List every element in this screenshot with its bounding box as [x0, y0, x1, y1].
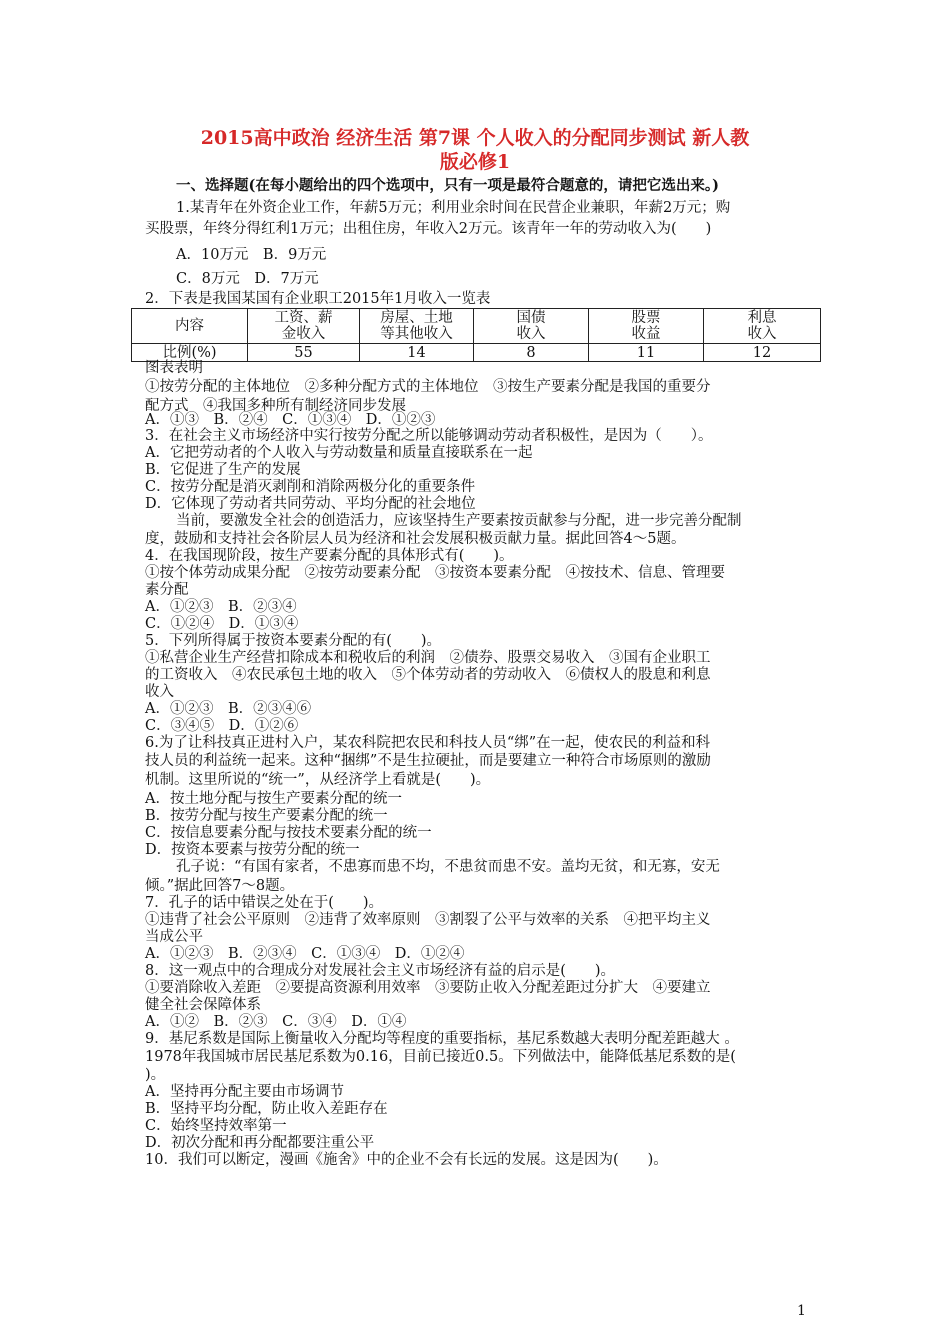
header-cell: 内容 [132, 309, 248, 344]
q2-line: ①按劳分配的主体地位 ②多种分配方式的主体地位 ③按生产要素分配是我国的重要分 [145, 379, 711, 395]
income-table-data-row [132, 344, 821, 362]
header-cell: 利息 收入 [704, 309, 821, 344]
q3-line: A．它把劳动者的个人收入与劳动数量和质量直接联系在一起 [145, 445, 533, 461]
q3-line: D．它体现了劳动者共同劳动、平均分配的社会地位 [145, 496, 476, 512]
q4-line: 素分配 [145, 582, 189, 598]
q7-line: 当成公平 [145, 929, 203, 945]
q8-line: 健全社会保障体系 [145, 997, 261, 1013]
q6-line: D．按资本要素与按劳分配的统一 [145, 842, 360, 858]
page-number: 1 [797, 1303, 806, 1319]
section-heading: 一、选择题(在每小题给出的四个选项中，只有一项是最符合题意的，请把它选出来。) [176, 177, 719, 194]
passage-2-line: 孔子说：“有国有家者，不患寡而患不均，不患贫而患不安。盖均无贫，和无寡，安无 [176, 859, 720, 875]
q5-line: 5．下列所得属于按资本要素分配的有( )。 [145, 633, 442, 649]
q5-line: A．①②③ B．②③④⑥ [145, 701, 312, 717]
q7-line: 7．孔子的话中错误之处在于( )。 [145, 895, 384, 911]
q1-stem-line-1: 1.某青年在外资企业工作，年薪5万元；利用业余时间在民营企业兼职，年薪2万元；购 [176, 200, 731, 216]
header-cell: 股票 收益 [589, 309, 704, 344]
q3-line: C．按劳分配是消灭剥削和消除两极分化的重要条件 [145, 479, 476, 495]
q3-line: B．它促进了生产的发展 [145, 462, 301, 478]
table-cell: 12 [704, 344, 821, 362]
q8-line: ①要消除收入差距 ②要提高资源利用效率 ③要防止收入分配差距过分扩大 ④要建立 [145, 980, 711, 996]
q5-line: 收入 [145, 684, 174, 700]
q4-line: C．①②④ D．①③④ [145, 616, 299, 632]
q9-line: )。 [145, 1067, 166, 1083]
q1-options-ab: A．10万元 B．9万元 [176, 247, 327, 263]
q9-line: A．坚持再分配主要由市场调节 [145, 1084, 344, 1100]
q6-line: 机制。这里所说的“统一”，从经济学上看就是( )。 [145, 772, 491, 788]
q9-line: D．初次分配和再分配都要注重公平 [145, 1135, 375, 1151]
document-title-line-1: 2015高中政治 经济生活 第7课 个人收入的分配同步测试 新人教 [200, 127, 750, 149]
q7-line: ①违背了社会公平原则 ②违背了效率原则 ③割裂了公平与效率的关系 ④把平均主义 [145, 912, 711, 928]
table-cell: 8 [474, 344, 589, 362]
q2-options: A．①③ B．②④ C．①③④ D．①②③ [145, 412, 436, 428]
q7-line: A．①②③ B．②③④ C．①③④ D．①②④ [145, 946, 465, 962]
header-cell: 国债 收入 [474, 309, 589, 344]
q4-line: A．①②③ B．②③④ [145, 599, 297, 615]
q9-line: 9．基尼系数是国际上衡量收入分配均等程度的重要指标，基尼系数越大表明分配差距越大 。 [145, 1031, 739, 1047]
q6-line: 技人员的利益统一起来。这种“捆绑”不是生拉硬扯，而是要建立一种符合市场原则的激励 [145, 753, 711, 769]
q9-line: 1978年我国城市居民基尼系数为0.16，目前已接近0.5。下列做法中，能降低基尼系数的是( [145, 1049, 736, 1065]
q1-stem-line-2: 买股票，年终分得红利1万元；出租住房，年收入2万元。该青年一年的劳动收入为( ) [145, 221, 712, 237]
table-cell: 55 [248, 344, 360, 362]
header-cell: 工资、薪 金收入 [248, 309, 360, 344]
q4-line: ①按个体劳动成果分配 ②按劳动要素分配 ③按资本要素分配 ④按技术、信息、管理要 [145, 565, 725, 581]
q10-line: 10．我们可以断定，漫画《施舍》中的企业不会有长远的发展。这是因为( )。 [145, 1152, 668, 1168]
q2-line: 图表表明 [145, 360, 203, 376]
table-cell: 14 [360, 344, 474, 362]
q3-line: 3．在社会主义市场经济中实行按劳分配之所以能够调动劳动者积极性，是因为（ ）。 [145, 428, 713, 444]
q6-line: 6.为了让科技真正进村入户，某农科院把农民和科技人员“绑”在一起，使农民的利益和科 [145, 735, 711, 751]
table-cell: 比例(%) [132, 344, 248, 362]
q1-options-cd: C．8万元 D．7万元 [176, 271, 319, 287]
passage-2-line: 倾。”据此回答7～8题。 [145, 878, 295, 894]
q2-stem: 2．下表是我国某国有企业职工2015年1月收入一览表 [145, 291, 491, 307]
income-table [131, 308, 821, 362]
q5-line: 的工资收入 ④农民承包土地的收入 ⑤个体劳动者的劳动收入 ⑥债权人的股息和利息 [145, 667, 711, 683]
header-cell: 房屋、土地 等其他收入 [360, 309, 474, 344]
q5-line: ①私营企业生产经营扣除成本和税收后的利润 ②债券、股票交易收入 ③国有企业职工 [145, 650, 711, 666]
document-title-line-2: 版必修1 [439, 151, 511, 173]
q6-line: C．按信息要素分配与按技术要素分配的统一 [145, 825, 432, 841]
q6-line: B．按劳分配与按生产要素分配的统一 [145, 808, 388, 824]
table-cell: 11 [589, 344, 704, 362]
q4-line: 4．在我国现阶段，按生产要素分配的具体形式有( )。 [145, 548, 514, 564]
q2-line: 配方式 ④我国多种所有制经济同步发展 [145, 398, 406, 414]
q8-line: 8．这一观点中的合理成分对发展社会主义市场经济有益的启示是( )。 [145, 963, 616, 979]
q9-line: C．始终坚持效率第一 [145, 1118, 287, 1134]
passage-1-line: 度，鼓励和支持社会各阶层人员为经济和社会发展积极贡献力量。据此回答4～5题。 [145, 531, 686, 547]
income-table-header-row [132, 309, 821, 344]
passage-1-line: 当前，要激发全社会的创造活力，应该坚持生产要素按贡献参与分配，进一步完善分配制 [176, 513, 742, 529]
q9-line: B．坚持平均分配，防止收入差距存在 [145, 1101, 388, 1117]
q5-line: C．③④⑤ D．①②⑥ [145, 718, 299, 734]
q6-line: A．按土地分配与按生产要素分配的统一 [145, 791, 402, 807]
q8-line: A．①② B．②③ C．③④ D．①④ [145, 1014, 407, 1030]
